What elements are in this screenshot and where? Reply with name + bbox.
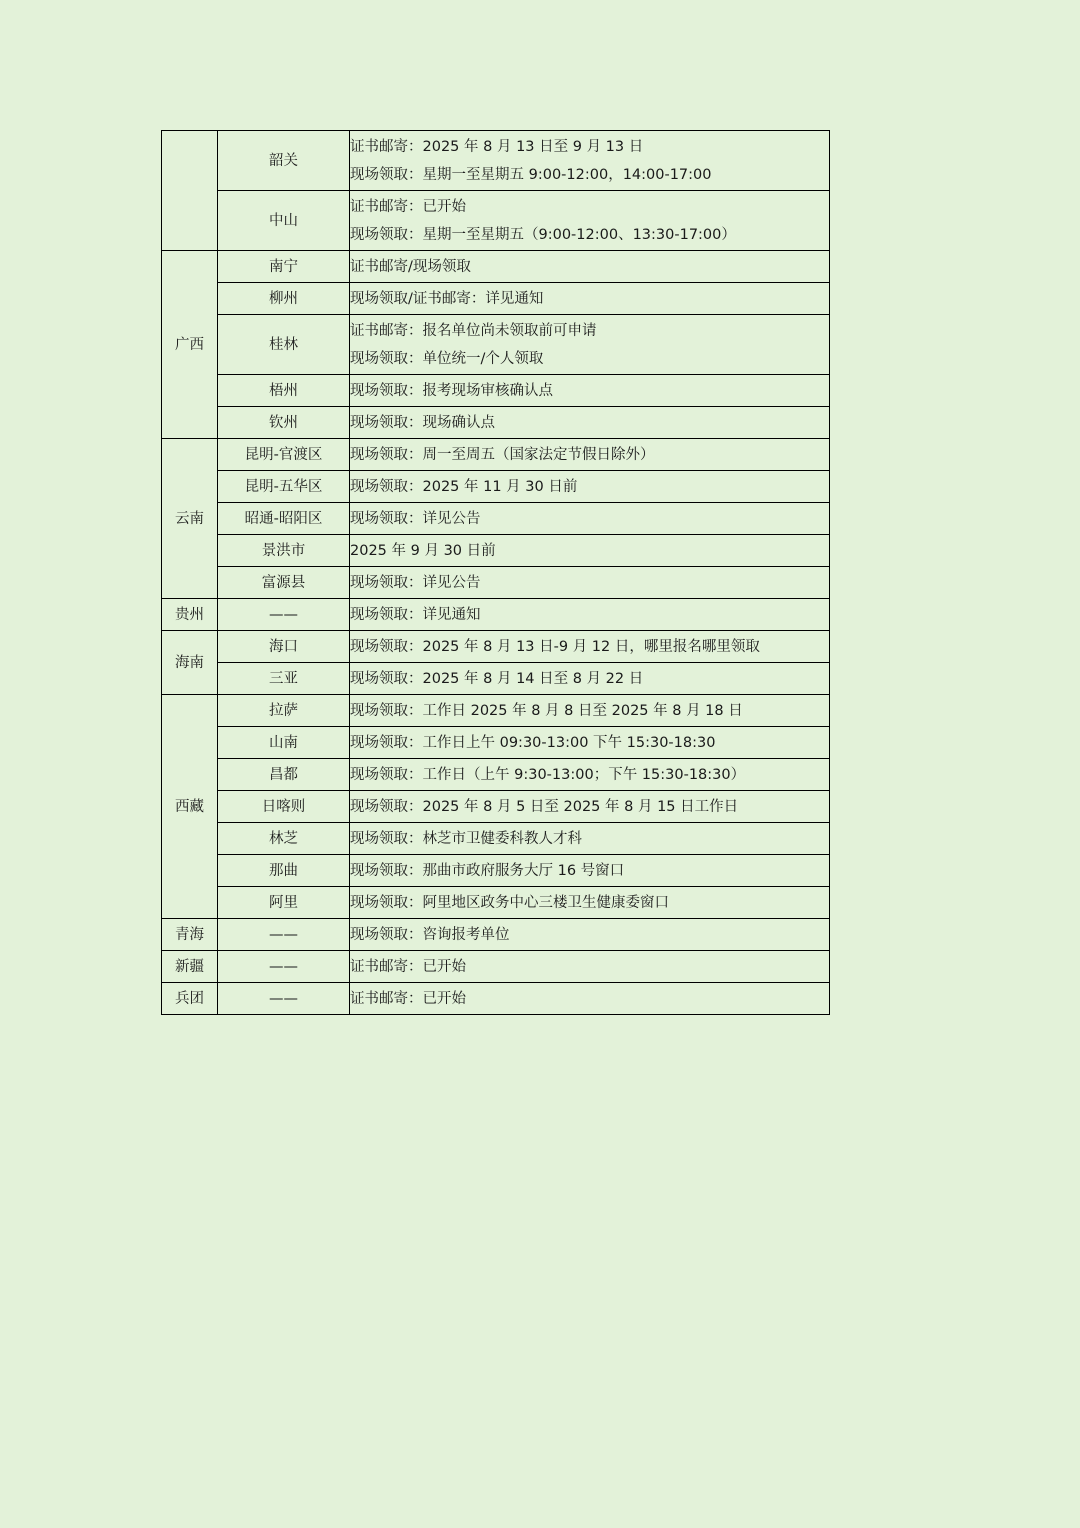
info-line: 现场领取：单位统一/个人领取 — [350, 350, 544, 367]
info-cell — [350, 503, 830, 535]
city-cell: 中山 — [218, 191, 350, 251]
city-cell: 富源县 — [218, 567, 350, 599]
table-row — [162, 919, 830, 951]
certificate-collection-table — [161, 130, 830, 1015]
table-row — [162, 599, 830, 631]
info-line: 现场领取：详见通知 — [350, 606, 481, 623]
table-row — [162, 663, 830, 695]
info-cell — [350, 855, 830, 887]
info-line: 2025 年 9 月 30 日前 — [350, 542, 496, 559]
table-row — [162, 315, 830, 375]
city-cell: 柳州 — [218, 283, 350, 315]
info-cell — [350, 663, 830, 695]
city-cell: —— — [218, 599, 350, 631]
table-row — [162, 695, 830, 727]
city-cell: —— — [218, 983, 350, 1015]
city-cell: 南宁 — [218, 251, 350, 283]
city-cell: 拉萨 — [218, 695, 350, 727]
province-cell — [162, 131, 218, 251]
info-cell — [350, 567, 830, 599]
info-cell — [350, 983, 830, 1015]
info-cell — [350, 695, 830, 727]
info-line: 证书邮寄/现场领取 — [350, 258, 471, 275]
table-row — [162, 191, 830, 251]
info-line: 现场领取：2025 年 8 月 13 日-9 月 12 日，哪里报名哪里领取 — [350, 638, 760, 655]
info-cell — [350, 951, 830, 983]
table-body — [162, 131, 830, 1015]
info-line: 现场领取：周一至周五（国家法定节假日除外） — [350, 446, 655, 463]
info-cell — [350, 439, 830, 471]
city-cell: 景洪市 — [218, 535, 350, 567]
info-line: 现场领取：林芝市卫健委科教人才科 — [350, 830, 582, 847]
info-cell — [350, 759, 830, 791]
info-line: 证书邮寄：报名单位尚未领取前可申请 — [350, 322, 597, 339]
city-cell: 林芝 — [218, 823, 350, 855]
info-line: 证书邮寄：已开始 — [350, 198, 466, 215]
city-cell: 昌都 — [218, 759, 350, 791]
province-cell: 新疆 — [162, 951, 218, 983]
info-cell — [350, 599, 830, 631]
info-cell — [350, 631, 830, 663]
city-cell: 日喀则 — [218, 791, 350, 823]
table-row — [162, 439, 830, 471]
city-cell: 钦州 — [218, 407, 350, 439]
info-cell — [350, 191, 830, 251]
city-cell: 山南 — [218, 727, 350, 759]
info-line: 现场领取：详见公告 — [350, 574, 481, 591]
province-cell: 贵州 — [162, 599, 218, 631]
table-row — [162, 791, 830, 823]
info-line: 现场领取：咨询报考单位 — [350, 926, 510, 943]
table-row — [162, 567, 830, 599]
table-row — [162, 503, 830, 535]
info-line: 现场领取：详见公告 — [350, 510, 481, 527]
table-row — [162, 535, 830, 567]
city-cell: 阿里 — [218, 887, 350, 919]
city-cell: 昆明-五华区 — [218, 471, 350, 503]
table-row — [162, 759, 830, 791]
table-row — [162, 131, 830, 191]
info-cell — [350, 887, 830, 919]
info-line: 现场领取：阿里地区政务中心三楼卫生健康委窗口 — [350, 894, 669, 911]
city-cell: 昭通-昭阳区 — [218, 503, 350, 535]
info-cell — [350, 471, 830, 503]
city-cell: 梧州 — [218, 375, 350, 407]
info-cell — [350, 823, 830, 855]
city-cell: —— — [218, 919, 350, 951]
info-line: 现场领取：工作日 2025 年 8 月 8 日至 2025 年 8 月 18 日 — [350, 702, 743, 719]
info-line: 现场领取：那曲市政府服务大厅 16 号窗口 — [350, 862, 625, 879]
table-row — [162, 471, 830, 503]
info-cell — [350, 919, 830, 951]
info-line: 现场领取：报考现场审核确认点 — [350, 382, 553, 399]
info-cell — [350, 535, 830, 567]
info-line: 现场领取：2025 年 8 月 5 日至 2025 年 8 月 15 日工作日 — [350, 798, 739, 815]
city-cell: 海口 — [218, 631, 350, 663]
province-cell: 海南 — [162, 631, 218, 695]
info-line: 现场领取：工作日（上午 9:30-13:00；下午 15:30-18:30） — [350, 766, 746, 783]
province-cell: 广西 — [162, 251, 218, 439]
info-cell — [350, 407, 830, 439]
info-line: 证书邮寄：已开始 — [350, 990, 466, 1007]
table-row — [162, 855, 830, 887]
info-cell — [350, 315, 830, 375]
info-line: 现场领取：2025 年 11 月 30 日前 — [350, 478, 578, 495]
province-cell: 青海 — [162, 919, 218, 951]
table-row — [162, 631, 830, 663]
province-cell: 云南 — [162, 439, 218, 599]
table-row — [162, 407, 830, 439]
city-cell: 昆明-官渡区 — [218, 439, 350, 471]
info-cell — [350, 283, 830, 315]
info-line: 证书邮寄：2025 年 8 月 13 日至 9 月 13 日 — [350, 138, 644, 155]
table-row — [162, 887, 830, 919]
table-row — [162, 823, 830, 855]
table-row — [162, 375, 830, 407]
info-cell — [350, 131, 830, 191]
table-row — [162, 951, 830, 983]
info-cell — [350, 727, 830, 759]
info-cell — [350, 791, 830, 823]
info-line: 现场领取：现场确认点 — [350, 414, 495, 431]
info-cell — [350, 251, 830, 283]
info-line: 现场领取：星期一至星期五（9:00-12:00、13:30-17:00） — [350, 226, 736, 243]
info-cell — [350, 375, 830, 407]
info-line: 现场领取/证书邮寄：详见通知 — [350, 290, 544, 307]
city-cell: 韶关 — [218, 131, 350, 191]
city-cell: 三亚 — [218, 663, 350, 695]
table-row — [162, 283, 830, 315]
info-line: 现场领取：星期一至星期五 9:00-12:00，14:00-17:00 — [350, 166, 712, 183]
city-cell: 那曲 — [218, 855, 350, 887]
info-line: 现场领取：2025 年 8 月 14 日至 8 月 22 日 — [350, 670, 644, 687]
province-cell: 西藏 — [162, 695, 218, 919]
city-cell: 桂林 — [218, 315, 350, 375]
table-row — [162, 251, 830, 283]
province-cell: 兵团 — [162, 983, 218, 1015]
info-line: 证书邮寄：已开始 — [350, 958, 466, 975]
city-cell: —— — [218, 951, 350, 983]
table-row — [162, 983, 830, 1015]
info-line: 现场领取：工作日上午 09:30-13:00 下午 15:30-18:30 — [350, 734, 716, 751]
table-row — [162, 727, 830, 759]
